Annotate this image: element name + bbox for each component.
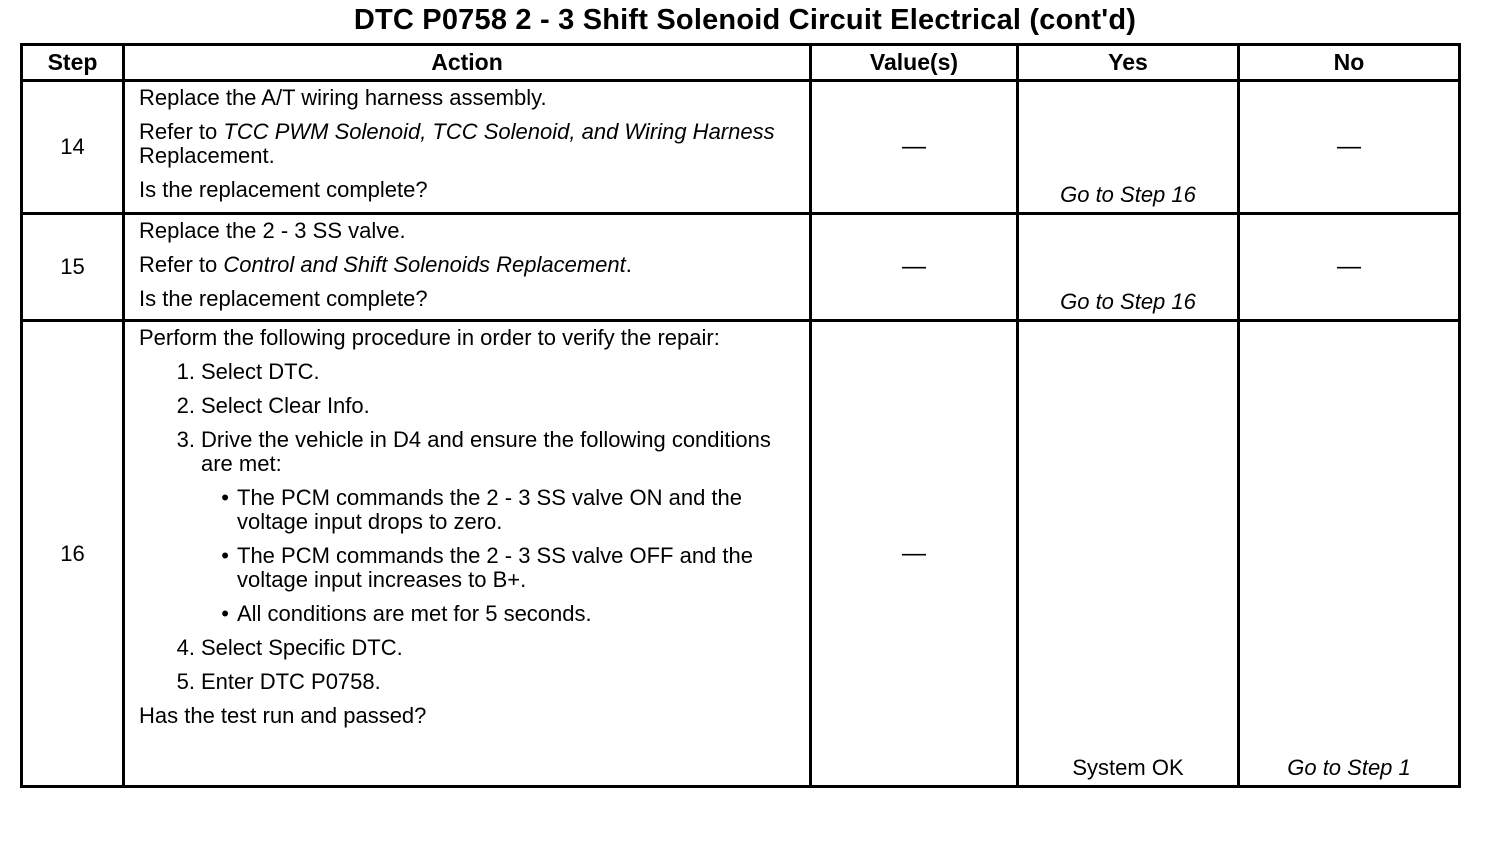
action-text: Replace the A/T wiring harness assembly. xyxy=(139,85,547,110)
page-title: DTC P0758 2 - 3 Shift Solenoid Circuit Electrical (cont'd) xyxy=(353,4,1137,36)
action-cell xyxy=(124,321,811,787)
step-text: Drive the vehicle in D4 and ensure the following conditions are met: xyxy=(201,427,771,476)
action-cell xyxy=(124,214,811,321)
condition-bullet xyxy=(139,544,801,592)
action-question: Has the test run and passed? xyxy=(139,703,427,728)
action-intro: Perform the following procedure in order to verify the repair: xyxy=(139,325,720,350)
step-number: 15 xyxy=(22,214,124,321)
step-number: 16 xyxy=(22,321,124,787)
header-action: Action xyxy=(124,45,811,81)
value-cell: — xyxy=(811,81,1018,214)
procedure-step xyxy=(139,428,801,476)
procedure-step xyxy=(139,636,801,660)
no-cell: Go to Step 1 xyxy=(1239,321,1460,787)
action-cell xyxy=(124,81,811,214)
step-text: Select Specific DTC. xyxy=(201,635,403,660)
bullet-text: All conditions are met for 5 seconds. xyxy=(237,601,592,626)
yes-cell: Go to Step 16 xyxy=(1018,214,1239,321)
table-row xyxy=(22,81,1460,214)
procedure-step xyxy=(139,360,801,384)
action-reference xyxy=(139,253,801,277)
no-cell: — xyxy=(1239,214,1460,321)
yes-cell: Go to Step 16 xyxy=(1018,81,1239,214)
table-row xyxy=(22,214,1460,321)
condition-bullet xyxy=(139,602,801,626)
bullet-text: The PCM commands the 2 - 3 SS valve ON and the voltage input drops to zero. xyxy=(237,485,743,534)
header-step: Step xyxy=(22,45,124,81)
step-number: 14 xyxy=(22,81,124,214)
header-values: Value(s) xyxy=(811,45,1018,81)
step-text: Select Clear Info. xyxy=(201,393,370,418)
reference-prefix: Refer to xyxy=(139,119,224,144)
step-num: 5. xyxy=(176,669,195,694)
step-text: Select DTC. xyxy=(201,359,320,384)
reference-title: Control and Shift Solenoids Replacement xyxy=(223,252,626,277)
value-cell: — xyxy=(811,214,1018,321)
dtc-table xyxy=(20,43,1461,788)
bullet-icon: • xyxy=(221,601,229,626)
reference-suffix: . xyxy=(625,252,632,277)
bullet-text: The PCM commands the 2 - 3 SS valve OFF and the voltage input increases to B+. xyxy=(237,543,753,592)
procedure-step xyxy=(139,670,801,694)
value-cell: — xyxy=(811,321,1018,787)
condition-bullet xyxy=(139,486,801,534)
table-row xyxy=(22,321,1460,787)
action-reference xyxy=(139,120,801,168)
header-yes: Yes xyxy=(1018,45,1239,81)
action-question: Is the replacement complete? xyxy=(139,286,428,311)
step-num: 4. xyxy=(176,635,195,660)
action-text: Replace the 2 - 3 SS valve. xyxy=(139,218,406,243)
action-question: Is the replacement complete? xyxy=(139,177,428,202)
procedure-step xyxy=(139,394,801,418)
step-num: 3. xyxy=(176,427,195,452)
step-num: 2. xyxy=(176,393,195,418)
step-num: 1. xyxy=(176,359,195,384)
step-text: Enter DTC P0758. xyxy=(201,669,381,694)
bullet-icon: • xyxy=(221,485,229,510)
header-no: No xyxy=(1239,45,1460,81)
yes-cell: System OK xyxy=(1018,321,1239,787)
reference-prefix: Refer to xyxy=(139,252,224,277)
reference-suffix: Replacement. xyxy=(139,143,275,168)
header-row xyxy=(22,45,1460,81)
no-cell: — xyxy=(1239,81,1460,214)
bullet-icon: • xyxy=(221,543,229,568)
reference-title: TCC PWM Solenoid, TCC Solenoid, and Wiring Harness xyxy=(223,119,775,144)
